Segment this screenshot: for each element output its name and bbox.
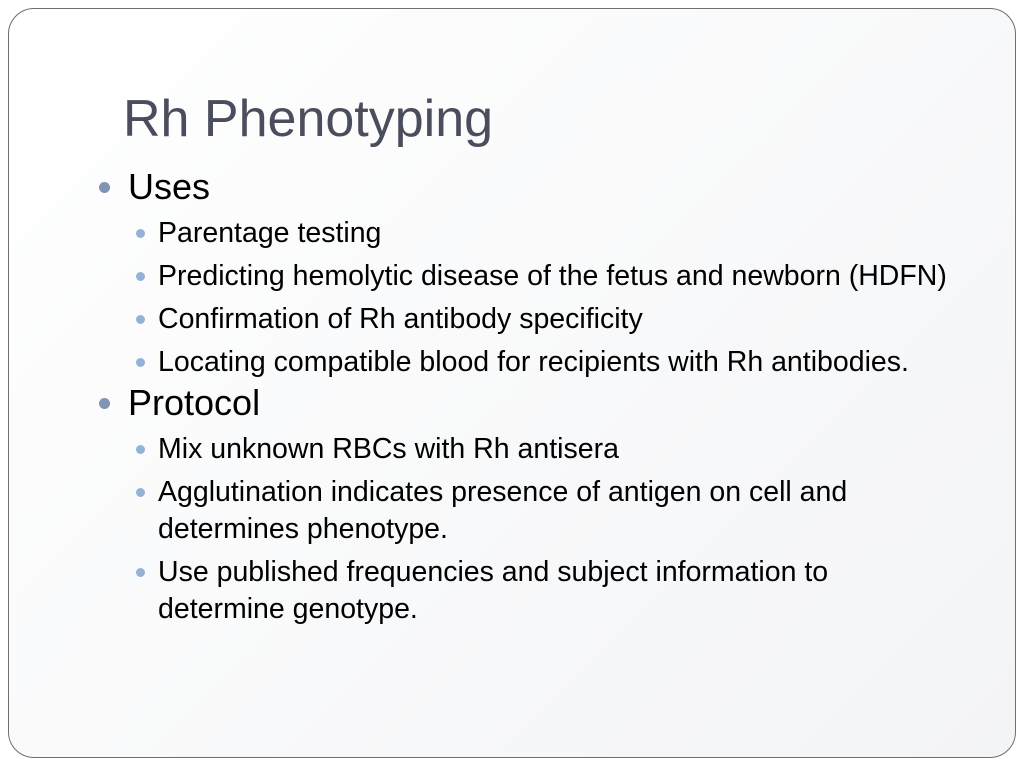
list-item-text: Confirmation of Rh antibody specificity bbox=[158, 303, 643, 335]
list-item-text: Parentage testing bbox=[158, 216, 382, 249]
bullet-uses bbox=[97, 165, 957, 209]
sub-bullet-dot-icon bbox=[136, 488, 145, 497]
bullet-heading: Uses bbox=[128, 166, 211, 207]
bullet-dot-icon bbox=[99, 398, 110, 409]
list-item-text: Agglutination indicates presence of antigen on cell and determines phenotype. bbox=[158, 476, 848, 546]
sub-bullet-dot-icon bbox=[136, 358, 145, 367]
sub-bullet-dot-icon bbox=[136, 568, 145, 577]
list-item bbox=[97, 344, 957, 381]
list-item bbox=[97, 474, 957, 548]
protocol-list bbox=[97, 431, 957, 628]
section-uses bbox=[97, 165, 957, 381]
uses-list bbox=[97, 215, 957, 381]
list-item bbox=[97, 215, 957, 252]
sub-bullet-dot-icon bbox=[136, 315, 145, 324]
bullet-heading: Protocol bbox=[128, 382, 261, 424]
slide-body bbox=[97, 165, 957, 628]
list-item-text: Use published frequencies and subject information to determine genotype. bbox=[158, 556, 829, 626]
bullet-dot-icon bbox=[99, 182, 110, 193]
list-item-text: Predicting hemolytic disease of the fetus and newborn (HDFN) bbox=[158, 259, 947, 292]
list-item bbox=[97, 301, 957, 338]
slide-frame bbox=[8, 8, 1016, 758]
list-item bbox=[97, 431, 957, 468]
list-item-text: Mix unknown RBCs with Rh antisera bbox=[158, 433, 619, 465]
list-item bbox=[97, 554, 957, 628]
slide-title: Rh Phenotyping bbox=[123, 90, 494, 148]
bullet-protocol bbox=[97, 381, 957, 425]
section-protocol bbox=[97, 381, 957, 628]
sub-bullet-dot-icon bbox=[136, 229, 145, 238]
sub-bullet-dot-icon bbox=[136, 272, 145, 281]
list-item-text: Locating compatible blood for recipients with Rh antibodies. bbox=[158, 346, 909, 379]
sub-bullet-dot-icon bbox=[136, 445, 145, 454]
list-item bbox=[97, 258, 957, 295]
